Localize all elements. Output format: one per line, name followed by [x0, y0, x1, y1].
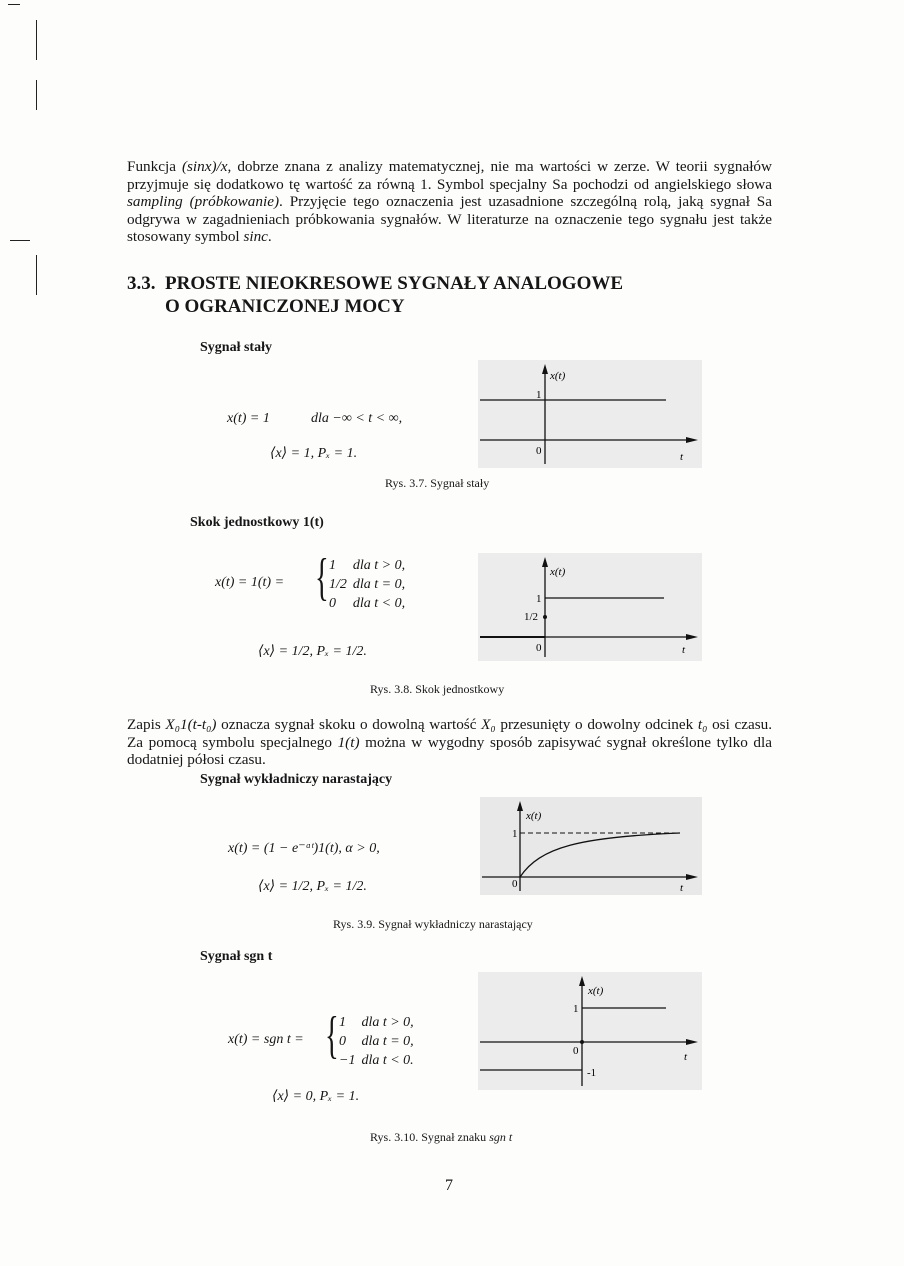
one-label: 1 [573, 1003, 579, 1015]
one-label: 1 [536, 593, 542, 605]
step-brace: { [315, 549, 329, 606]
page-number: 7 [445, 1177, 453, 1194]
y-label: x(t) [526, 810, 542, 822]
y-label: x(t) [550, 566, 566, 578]
exp-formula: x(t) = (1 − e⁻ᵅᵗ)1(t), α > 0, [228, 841, 380, 856]
scan-mark [36, 80, 37, 110]
const-formula: x(t) = 1 [227, 411, 270, 426]
one-label: 1 [512, 828, 518, 840]
scan-mark [36, 20, 37, 60]
step-lhs: x(t) = 1(t) = [215, 575, 285, 590]
const-moments: ⟨x⟩ = 1, Pₓ = 1. [270, 446, 358, 461]
exp-heading: Sygnał wykładniczy narastający [200, 772, 393, 787]
sgn-cases: 1 dla t > 0, 0 dla t = 0, −1 dla t < 0. [339, 1015, 414, 1068]
one-label: 1 [536, 389, 542, 401]
t-label: t [682, 644, 686, 656]
section-title-line1: PROSTE NIEOKRESOWE SYGNAŁY ANALOGOWE [165, 273, 624, 294]
step-moments: ⟨x⟩ = 1/2, Pₓ = 1/2. [258, 644, 367, 659]
sgn-plot [478, 972, 702, 1090]
fig-3-7-caption: Rys. 3.7. Sygnał stały [385, 476, 490, 490]
sgn-moments: ⟨x⟩ = 0, Pₓ = 1. [272, 1089, 360, 1104]
scan-mark [8, 4, 20, 5]
sgn-heading: Sygnał sgn t [200, 949, 273, 964]
scan-mark [10, 240, 30, 241]
fig-3-10-caption: Rys. 3.10. Sygnał znaku sgn t [370, 1130, 513, 1144]
const-plot [478, 360, 702, 468]
intro-paragraph: Funkcja (sinx)/x, dobrze znana z analizy matematycznej, nie ma wartości w zerze. W teorii sygnałów przyjmuje się dodatkowo tę wartość za równą 1. Symbol specjalny Sa pochodzi od angielskiego słowa sampling (próbkowanie). Przyjęcie tego oznaczenia jest uzasadnione szczególną rolą, jaką sygnał Sa odgrywa w zagadnieniach próbkowania sygnałów. W literaturze na oznaczenie tego sygnału jest także stosowany symbol sinc. [127, 158, 772, 246]
const-condition: dla −∞ < t < ∞, [311, 411, 403, 426]
y-label: x(t) [588, 985, 604, 997]
section-number: 3.3. [127, 273, 156, 294]
minus-one-label: -1 [587, 1067, 597, 1079]
fig-3-9-caption: Rys. 3.9. Sygnał wykładniczy narastający [333, 917, 533, 931]
sgn-brace: { [325, 1007, 339, 1064]
shift-note-paragraph: Zapis X₀1(t-t₀) oznacza sygnał skoku o dowolną wartość X₀ przesunięty o dowolny odcinek t₀ osi czasu. Za pomocą symbolu specjalnego 1(t) można w wygodny sposób zapisywać sygnał określone tylko dla dodatniej półosi czasu. [127, 716, 772, 769]
step-plot [478, 553, 702, 661]
zero-label: 0 [512, 878, 518, 890]
zero-point [580, 1040, 584, 1044]
step-heading: Skok jednostkowy 1(t) [190, 515, 324, 530]
t-label: t [680, 882, 684, 894]
fig-3-8-caption: Rys. 3.8. Skok jednostkowy [370, 682, 505, 696]
zero-label: 0 [573, 1045, 579, 1057]
zero-label: 0 [536, 642, 542, 654]
half-point [543, 615, 547, 619]
scan-mark [36, 255, 37, 295]
half-label: 1/2 [524, 611, 539, 623]
t-label: t [680, 451, 684, 463]
exp-moments: ⟨x⟩ = 1/2, Pₓ = 1/2. [258, 879, 367, 894]
const-heading: Sygnał stały [200, 340, 272, 355]
section-title-line2: O OGRANICZONEJ MOCY [165, 296, 405, 317]
step-cases: 1 dla t > 0, 1/2 dla t = 0, 0 dla t < 0, [329, 558, 406, 611]
exp-plot [480, 797, 702, 895]
zero-label: 0 [536, 445, 542, 457]
t-label: t [684, 1051, 688, 1063]
y-label: x(t) [550, 370, 566, 382]
sgn-lhs: x(t) = sgn t = [228, 1032, 304, 1047]
